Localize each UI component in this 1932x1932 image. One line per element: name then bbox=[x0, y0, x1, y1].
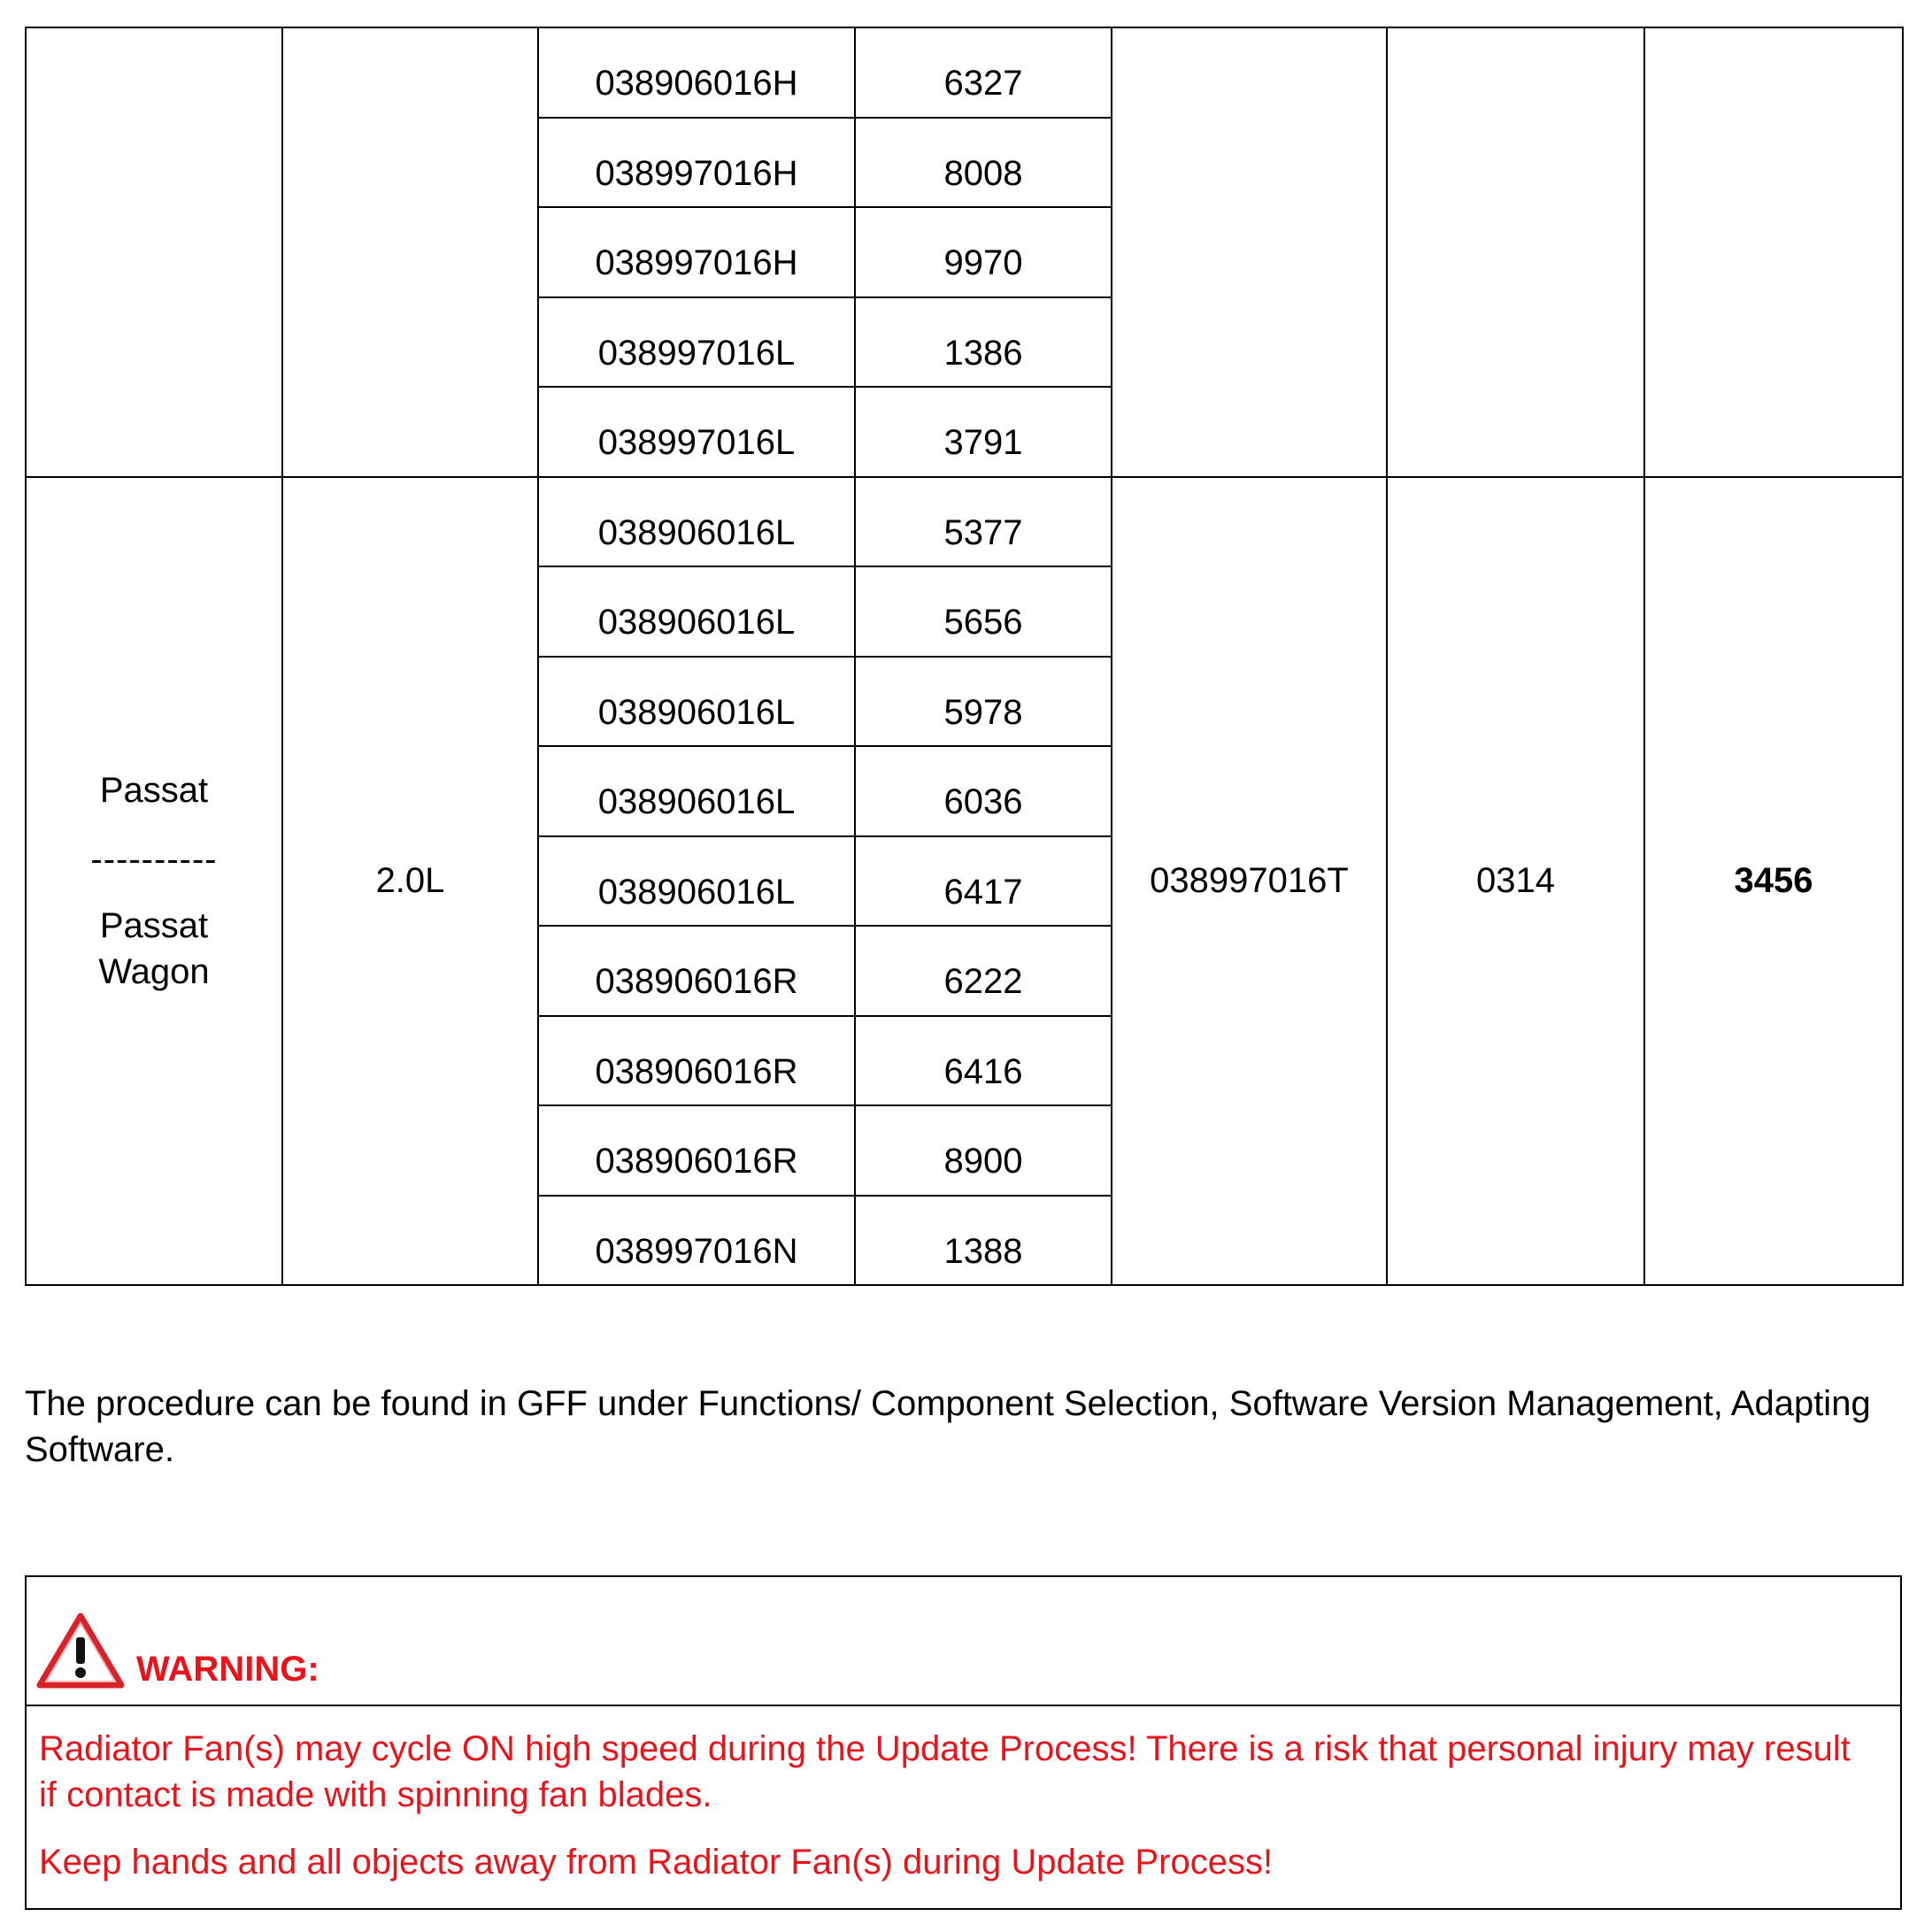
parts-table bbox=[25, 27, 1904, 1286]
old-part-cell: 038906016L bbox=[538, 836, 855, 927]
old-sw-cell: 5377 bbox=[855, 477, 1112, 567]
old-part-cell: 038997016H bbox=[538, 207, 855, 297]
old-sw-cell: 9970 bbox=[855, 207, 1112, 297]
engine-cell: 2.0L bbox=[282, 477, 538, 1286]
old-part-cell: 038906016R bbox=[538, 1105, 855, 1196]
old-sw-cell: 6416 bbox=[855, 1016, 1112, 1106]
old-part-cell: 038997016H bbox=[538, 118, 855, 208]
warning-triangle-icon bbox=[35, 1611, 126, 1690]
model-name-wagon-2: Wagon bbox=[98, 951, 210, 991]
old-sw-cell: 8900 bbox=[855, 1105, 1112, 1196]
warning-title: WARNING: bbox=[136, 1650, 319, 1689]
warning-text-keep-away: Keep hands and all objects away from Radiator Fan(s) during Update Process! bbox=[39, 1843, 1274, 1882]
old-part-cell: 038906016L bbox=[538, 566, 855, 657]
old-sw-cell: 5656 bbox=[855, 566, 1112, 657]
old-part-cell: 038997016N bbox=[538, 1196, 855, 1286]
procedure-note: The procedure can be found in GFF under Functions/ Component Selection, Software Version Management, Adapting Software. bbox=[25, 1384, 1871, 1469]
old-sw-cell: 6222 bbox=[855, 926, 1112, 1016]
old-sw-cell: 6036 bbox=[855, 746, 1112, 836]
new-part-cell-empty bbox=[1112, 27, 1387, 477]
old-sw-cell: 6417 bbox=[855, 836, 1112, 927]
old-sw-cell: 8008 bbox=[855, 118, 1112, 208]
new-sw-cell-empty bbox=[1387, 27, 1644, 477]
old-part-cell: 038906016L bbox=[538, 746, 855, 836]
model-name-wagon-1: Passat bbox=[99, 905, 209, 945]
old-part-cell: 038906016R bbox=[538, 926, 855, 1016]
old-part-cell: 038997016L bbox=[538, 297, 855, 388]
engine-cell-empty bbox=[282, 27, 538, 477]
new-sw-cell: 0314 bbox=[1387, 477, 1644, 1286]
old-part-cell: 038906016H bbox=[538, 27, 855, 118]
table-row bbox=[26, 27, 1903, 118]
warning-text: Radiator Fan(s) may cycle ON high speed during the Update Process! There is a risk that personal injury may result if contact is made with spinning fan blades. bbox=[39, 1729, 1851, 1814]
old-sw-cell: 6327 bbox=[855, 27, 1112, 118]
model-cell bbox=[26, 477, 282, 1286]
table-row bbox=[26, 477, 1903, 567]
old-sw-cell: 5978 bbox=[855, 657, 1112, 747]
old-sw-cell: 1388 bbox=[855, 1196, 1112, 1286]
tempest-cell: 3456 bbox=[1644, 477, 1903, 1286]
old-part-cell: 038906016L bbox=[538, 477, 855, 567]
old-part-cell: 038906016R bbox=[538, 1016, 855, 1106]
tempest-cell-empty bbox=[1644, 27, 1903, 477]
model-cell-empty bbox=[26, 27, 282, 477]
old-sw-cell: 3791 bbox=[855, 387, 1112, 477]
old-sw-cell: 1386 bbox=[855, 297, 1112, 388]
new-part-cell: 038997016T bbox=[1112, 477, 1387, 1286]
model-name: Passat bbox=[99, 770, 209, 810]
old-part-cell: 038906016L bbox=[538, 657, 855, 747]
warning-header bbox=[27, 1577, 1900, 1706]
model-separator: ---------- bbox=[90, 839, 218, 879]
old-part-cell: 038997016L bbox=[538, 387, 855, 477]
warning-box bbox=[25, 1575, 1902, 1910]
warning-body bbox=[39, 1726, 1874, 1885]
